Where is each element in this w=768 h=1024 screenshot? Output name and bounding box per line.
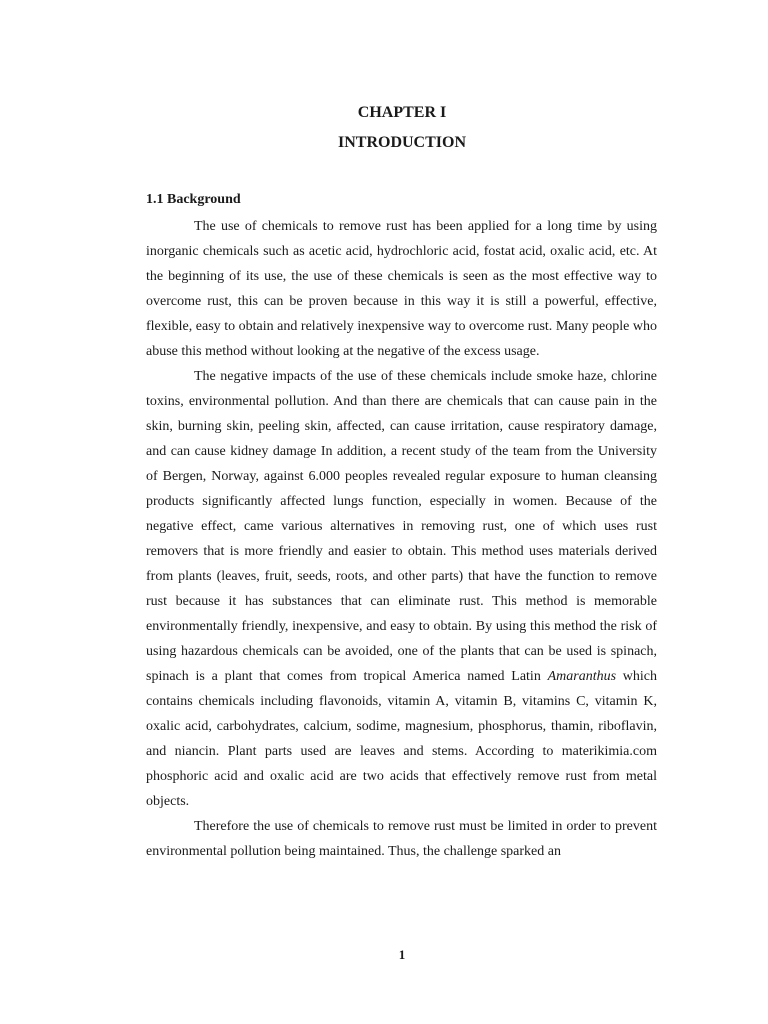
species-name-italic: Amaranthus xyxy=(547,669,617,684)
section-title: 1.1 Background xyxy=(146,192,241,207)
chapter-title: INTRODUCTION xyxy=(337,134,466,151)
chapter-label: CHAPTER I xyxy=(357,104,447,121)
body-text xyxy=(146,214,657,864)
paragraph-1: The use of chemicals to remove rust has been applied for a long time by using inorganic chemicals such as acetic acid, hydrochloric acid, fostat acid, oxalic acid, etc. At the beginning of its use, the use of these chemicals is seen as the most effective way to overcome rust, this can be proven because in this way it is still a powerful, effective, flexible, easy to obtain and relatively inexpensive way to overcome rust. Many people who abuse this method without looking at the negative of the excess usage. xyxy=(146,219,657,359)
paragraph-3: Therefore the use of chemicals to remove rust must be limited in order to prevent environmental pollution being maintained. Thus, the challenge sparked an xyxy=(146,819,657,859)
paragraph-2-text-before: The negative impacts of the use of these chemicals include smoke haze, chlorine toxins, environmental pollution. And than there are chemicals that can cause pain in the skin, burning skin, peeling skin, affected, can cause irritation, cause respiratory damage, and can cause kidney damage In addition, a recent study of the team from the University of Bergen, Norway, against 6.000 peoples revealed regular exposure to human cleansing products significantly affected lungs function, especially in women. Because of the negative effect, came various alternatives in removing rust, one of which uses rust removers that is more friendly and easier to obtain. This method uses materials derived from plants (leaves, fruit, seeds, roots, and other parts) that have the function to remove rust because it has substances that can eliminate rust. This method is memorable environmentally friendly, inexpensive, and easy to obtain. By using this method the risk of using hazardous chemicals can be avoided, one of the plants that can be used is spinach, spinach is a plant that comes from tropical America named Latin xyxy=(146,369,657,684)
paragraph-2-text-after: which contains chemicals including flavonoids, vitamin A, vitamin B, vitamins C, vitamin K, oxalic acid, carbohydrates, calcium, sodime, magnesium, phosphorus, thamin, riboflavin, and niancin. Plant parts used are leaves and stems. According to materikimia.com phosphoric acid and oxalic acid are two acids that effectively remove rust from metal objects. xyxy=(146,669,657,809)
paragraph-2 xyxy=(146,364,657,814)
page-number: 1 xyxy=(398,947,406,962)
